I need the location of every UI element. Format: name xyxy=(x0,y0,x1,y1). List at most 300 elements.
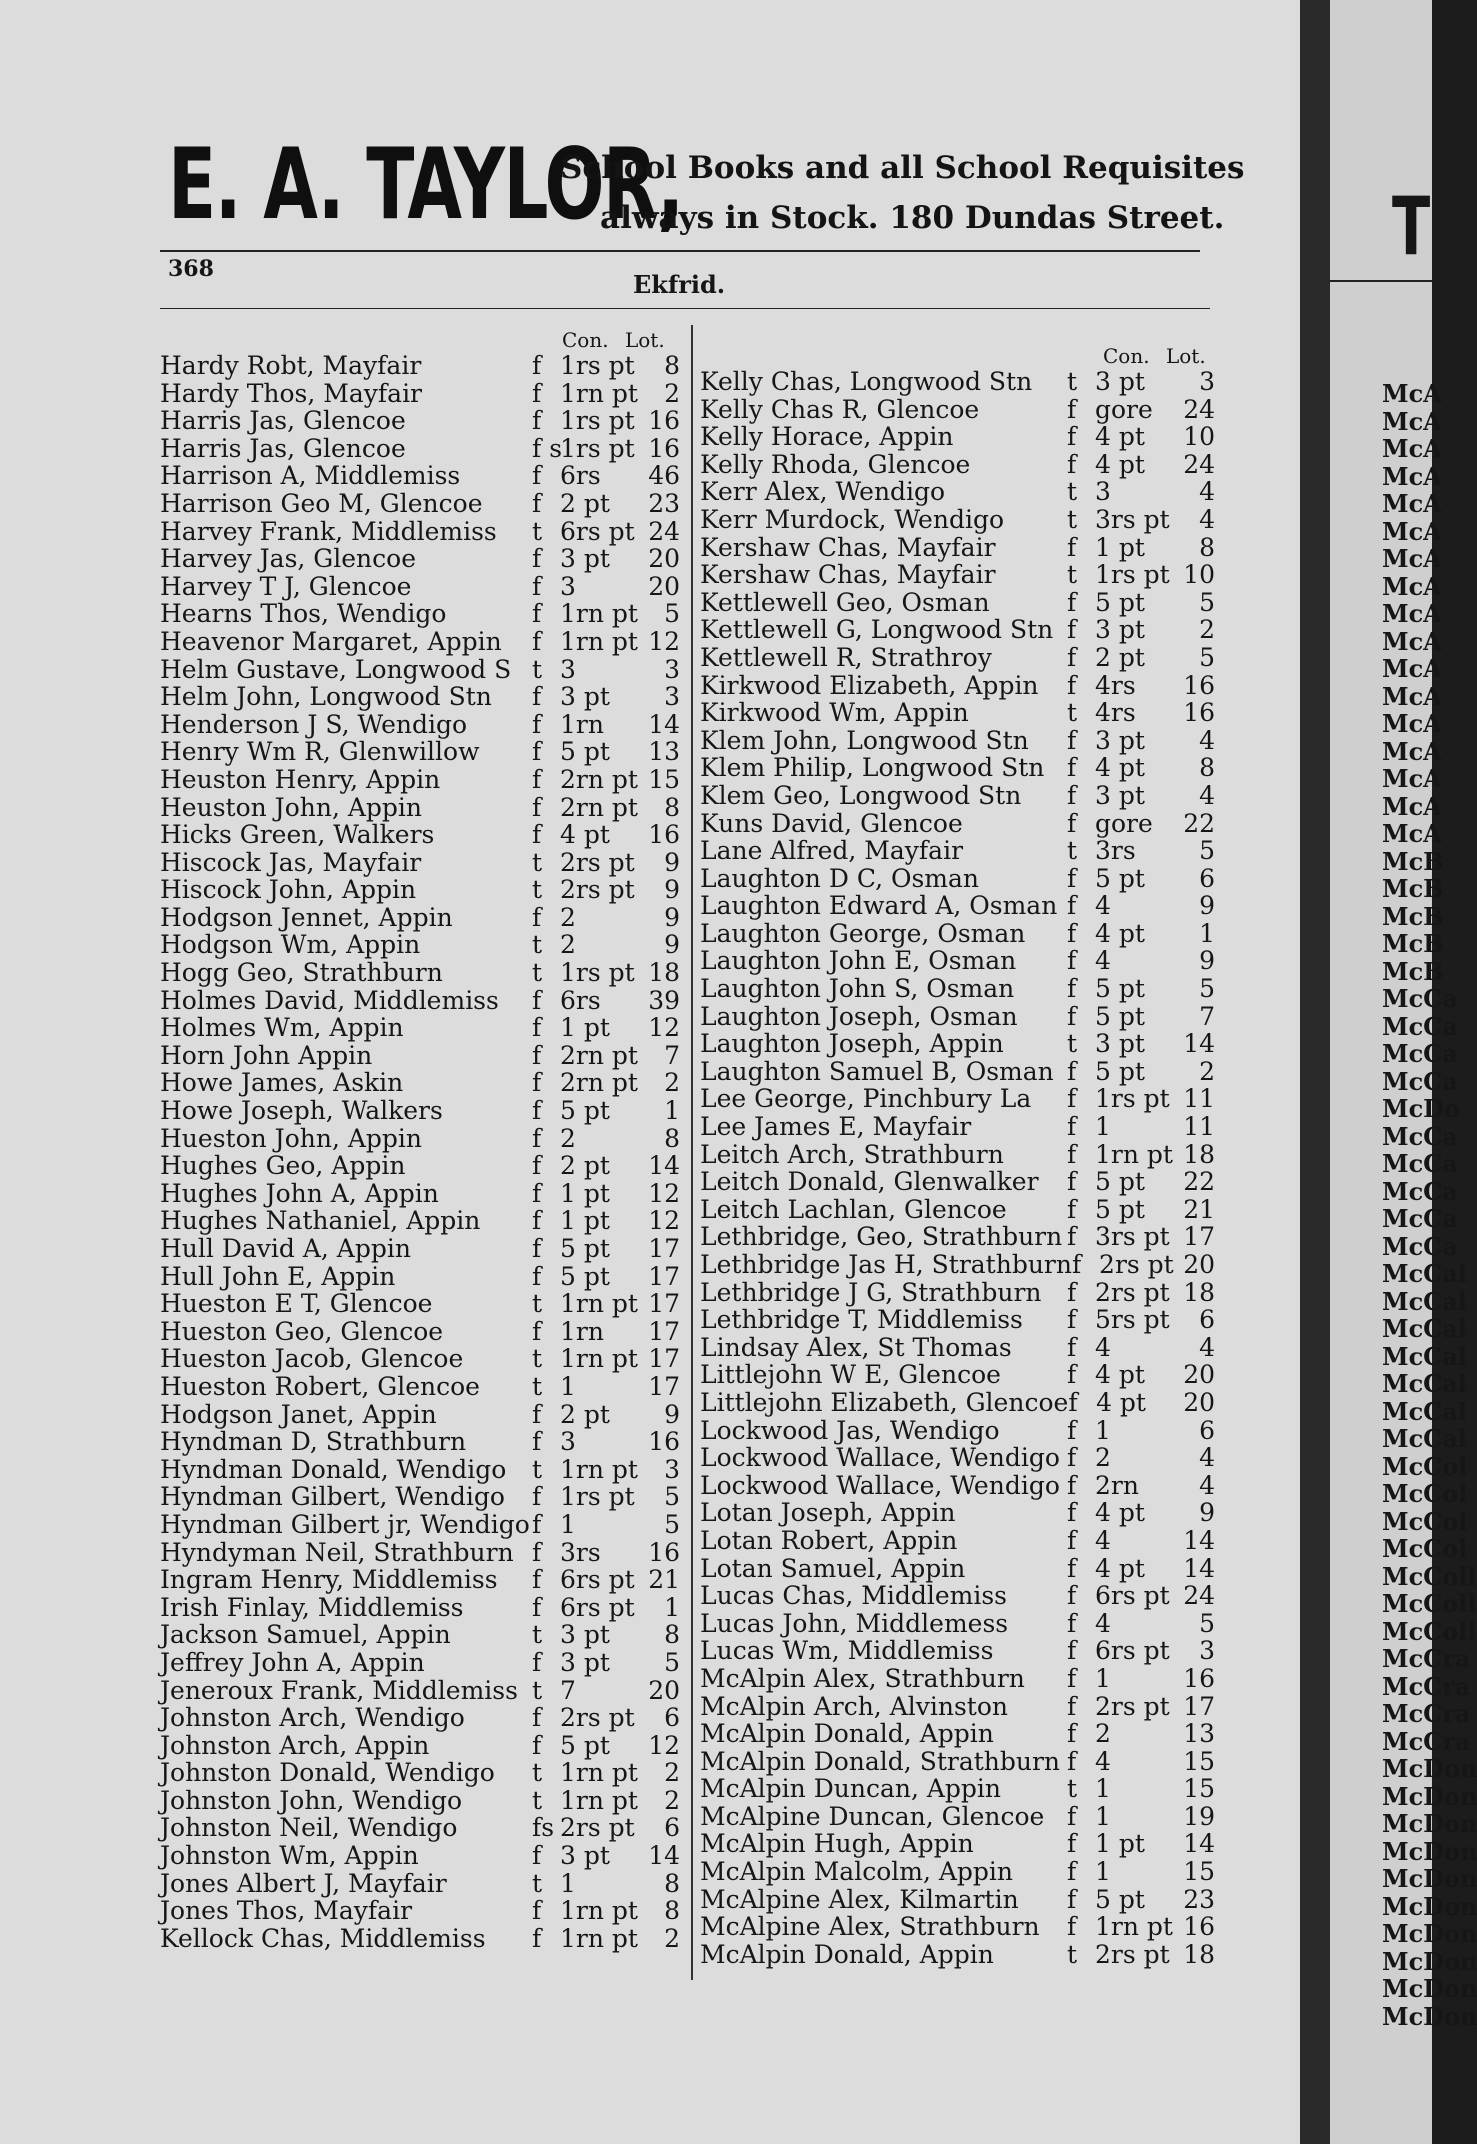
entry-name: Kerr Alex, Wendigo xyxy=(700,477,946,507)
entry-tenure: t xyxy=(1067,477,1078,507)
entry-tenure: f xyxy=(1067,587,1077,617)
right-column-headers xyxy=(1103,344,1206,368)
directory-entry xyxy=(160,766,680,794)
entry-tenure: f xyxy=(1067,1884,1077,1914)
facing-page-entries xyxy=(1382,380,1477,2030)
entry-tenure: f xyxy=(532,406,542,436)
entry-name: Hodgson Jennet, Appin xyxy=(160,902,453,932)
directory-entry xyxy=(700,616,1215,644)
directory-entry xyxy=(700,947,1215,975)
entry-tenure: f xyxy=(532,1178,542,1208)
entry-lot: 12 xyxy=(648,626,680,656)
entry-concession: 1rn pt xyxy=(560,1785,638,1815)
directory-entry xyxy=(160,435,680,463)
entry-tenure: t xyxy=(532,1289,543,1319)
directory-entry xyxy=(160,462,680,490)
directory-entry xyxy=(160,1152,680,1180)
directory-entry xyxy=(700,892,1215,920)
entry-concession: 3rs xyxy=(560,1537,601,1567)
directory-entry xyxy=(700,1555,1215,1583)
directory-entry xyxy=(160,1097,680,1125)
entry-concession: 1 xyxy=(1095,1801,1111,1831)
entry-name: Lotan Joseph, Appin xyxy=(700,1498,956,1528)
entry-lot: 15 xyxy=(1183,1746,1215,1776)
entry-concession: 3 xyxy=(1095,477,1111,507)
entry-tenure: f xyxy=(1067,1553,1077,1583)
entry-tenure: f xyxy=(532,792,542,822)
entry-name: Holmes Wm, Appin xyxy=(160,1013,404,1043)
directory-entry xyxy=(700,810,1215,838)
entry-concession: 4 pt xyxy=(1095,753,1145,783)
facing-entry-fragment: McCa xyxy=(1382,1149,1458,1178)
entry-concession: 2rn pt xyxy=(560,792,638,822)
facing-entry-fragment: McA xyxy=(1382,434,1442,463)
entry-tenure: t xyxy=(532,1454,543,1484)
entry-lot: 8 xyxy=(664,1896,680,1926)
right-column-entries xyxy=(700,368,1215,1968)
entry-lot: 2 xyxy=(1199,1056,1215,1086)
entry-lot: 20 xyxy=(648,544,680,574)
entry-name: Leitch Donald, Glenwalker xyxy=(700,1167,1039,1197)
entry-lot: 24 xyxy=(648,516,680,546)
entry-lot: 16 xyxy=(648,433,680,463)
entry-lot: 17 xyxy=(1183,1691,1215,1721)
directory-entry xyxy=(700,782,1215,810)
entry-tenure: f xyxy=(532,1703,542,1733)
directory-entry xyxy=(700,534,1215,562)
entry-tenure: t xyxy=(532,1344,543,1374)
entry-lot: 3 xyxy=(1199,367,1215,396)
directory-entry xyxy=(160,1014,680,1042)
entry-lot: 10 xyxy=(1183,560,1215,590)
entry-concession: 2rn pt xyxy=(560,1068,638,1098)
entry-name: Heavenor Margaret, Appin xyxy=(160,626,502,656)
facing-entry-fragment: McCal xyxy=(1382,1314,1467,1343)
entry-tenure: t xyxy=(532,958,543,988)
column-divider xyxy=(691,325,693,1980)
entry-lot: 11 xyxy=(1183,1084,1215,1114)
facing-entry-fragment: McA xyxy=(1382,406,1442,436)
directory-entry xyxy=(700,699,1215,727)
entry-name: Hogg Geo, Strathburn xyxy=(160,958,443,988)
entry-name: Horn John Appin xyxy=(160,1040,373,1070)
facing-entry-fragment: McDon xyxy=(1382,1946,1477,1976)
entry-tenure: fs xyxy=(532,1813,555,1843)
entry-name: Lotan Samuel, Appin xyxy=(700,1553,966,1583)
entry-concession: 1 pt xyxy=(560,1178,610,1208)
entry-name: Howe James, Askin xyxy=(160,1068,404,1098)
entry-lot: 4 xyxy=(1199,477,1215,507)
directory-entry xyxy=(160,1456,680,1484)
entry-tenure: f xyxy=(1067,1663,1077,1693)
entry-tenure: f xyxy=(532,1427,542,1457)
entry-lot: 2 xyxy=(664,1923,680,1953)
entry-lot: 13 xyxy=(648,737,680,767)
directory-entry xyxy=(700,1085,1215,1113)
entry-concession: 2rs pt xyxy=(1099,1250,1174,1279)
entry-tenure: f xyxy=(1067,642,1077,672)
entry-name: Leitch Lachlan, Glencoe xyxy=(700,1194,1007,1224)
entry-name: Hueston E T, Glencoe xyxy=(160,1289,433,1319)
entry-lot: 9 xyxy=(1199,1498,1215,1528)
entry-concession: 4 pt xyxy=(1095,918,1145,948)
directory-entry xyxy=(160,1787,680,1815)
entry-lot: 16 xyxy=(648,820,680,850)
entry-concession: 4 xyxy=(1095,1332,1111,1362)
entry-concession: 3 xyxy=(560,654,576,684)
directory-entry xyxy=(160,1621,680,1649)
entry-lot: 17 xyxy=(648,1316,680,1346)
directory-entry xyxy=(160,573,680,601)
entry-name: Johnston Wm, Appin xyxy=(160,1841,419,1871)
entry-lot: 12 xyxy=(648,1013,680,1043)
entry-name: Kettlewell G, Longwood Stn xyxy=(700,615,1054,645)
entry-concession: 3 pt xyxy=(560,1620,610,1650)
entry-name: Hueston Geo, Glencoe xyxy=(160,1316,444,1346)
entry-tenure: f xyxy=(1067,532,1077,562)
entry-name: Lee George, Pinchbury La xyxy=(700,1084,1032,1114)
facing-entry-fragment: McCal xyxy=(1382,1424,1467,1453)
entry-concession: 2rs pt xyxy=(1095,1939,1170,1969)
entry-tenure: f xyxy=(532,737,542,767)
entry-lot: 2 xyxy=(664,1785,680,1815)
directory-entry xyxy=(700,865,1215,893)
entry-concession: gore xyxy=(1095,394,1153,424)
entry-name: Heuston Henry, Appin xyxy=(160,764,441,794)
entry-tenure: f xyxy=(1067,1912,1077,1942)
entry-lot: 7 xyxy=(1199,1001,1215,1031)
directory-entry xyxy=(700,1168,1215,1196)
entry-tenure: f xyxy=(532,351,542,380)
entry-name: Harris Jas, Glencoe xyxy=(160,433,406,463)
entry-concession: 4rs xyxy=(1095,698,1136,728)
directory-entry xyxy=(700,1444,1215,1472)
directory-entry xyxy=(700,1913,1215,1941)
entry-concession: 4 pt xyxy=(1095,1360,1145,1390)
entry-concession: 1rn pt xyxy=(560,599,638,629)
entry-lot: 22 xyxy=(1183,1167,1215,1197)
entry-tenure: f xyxy=(1067,891,1077,921)
entry-lot: 14 xyxy=(1183,1029,1215,1059)
entry-lot: 16 xyxy=(648,1427,680,1457)
entry-tenure: f xyxy=(1067,1222,1077,1252)
entry-concession: 3rs xyxy=(1095,836,1136,866)
directory-entry xyxy=(160,1842,680,1870)
directory-entry xyxy=(160,1042,680,1070)
entry-lot: 18 xyxy=(1183,1139,1215,1169)
directory-entry xyxy=(160,1594,680,1622)
entry-tenure: f xyxy=(532,1730,542,1760)
entry-tenure: f s xyxy=(532,433,563,463)
left-column-headers xyxy=(562,328,665,352)
entry-concession: 6rs xyxy=(560,461,601,491)
entry-lot: 15 xyxy=(1183,1774,1215,1804)
entry-name: Kelly Chas R, Glencoe xyxy=(700,394,980,424)
entry-lot: 8 xyxy=(1199,532,1215,562)
entry-name: Klem Philip, Longwood Stn xyxy=(700,753,1045,783)
directory-entry xyxy=(700,1830,1215,1858)
entry-name: Kirkwood Wm, Appin xyxy=(700,698,969,728)
entry-concession: 1rs pt xyxy=(560,406,635,436)
facing-entry-fragment: McDon xyxy=(1382,2001,1477,2031)
entry-lot: 4 xyxy=(1199,725,1215,755)
entry-lot: 5 xyxy=(1199,836,1215,866)
entry-tenure: t xyxy=(1067,1774,1078,1804)
entry-name: Howe Joseph, Walkers xyxy=(160,1096,443,1126)
entry-concession: 7 xyxy=(560,1675,576,1705)
entry-lot: 16 xyxy=(648,406,680,436)
entry-concession: 4 pt xyxy=(1095,1498,1145,1528)
entry-name: Lee James E, Mayfair xyxy=(700,1112,972,1142)
entry-name: McAlpin Alex, Strathburn xyxy=(700,1663,1025,1693)
entry-name: Lockwood Wallace, Wendigo xyxy=(700,1470,1060,1500)
entry-lot: 17 xyxy=(648,1261,680,1291)
entry-tenure: f xyxy=(1067,1829,1077,1859)
entry-tenure: f xyxy=(532,764,542,794)
entry-tenure: f xyxy=(532,1040,542,1070)
entry-tenure: f xyxy=(1067,449,1077,479)
entry-lot: 9 xyxy=(664,930,680,960)
entry-concession: 1rs pt xyxy=(560,351,635,380)
entry-tenure: f xyxy=(532,709,542,739)
entry-tenure: f xyxy=(1067,1470,1077,1500)
entry-concession: 1rn pt xyxy=(560,1923,638,1953)
entry-name: Harvey Jas, Glencoe xyxy=(160,544,417,574)
entry-lot: 16 xyxy=(1183,670,1215,700)
entry-concession: 1rn xyxy=(560,709,604,739)
entry-concession: 4 xyxy=(1095,946,1111,976)
entry-concession: 1rs pt xyxy=(560,1482,635,1512)
entry-lot: 2 xyxy=(664,1758,680,1788)
entry-lot: 2 xyxy=(664,378,680,408)
entry-lot: 6 xyxy=(1199,1305,1215,1335)
entry-name: Johnston Neil, Wendigo xyxy=(160,1813,458,1843)
facing-entry-fragment: McCal xyxy=(1382,1369,1467,1398)
entry-concession: 1rs pt xyxy=(1095,1084,1170,1114)
entry-lot: 9 xyxy=(1199,946,1215,976)
directory-entry xyxy=(160,1870,680,1898)
entry-concession: 1 xyxy=(1095,1112,1111,1142)
directory-entry xyxy=(700,1279,1215,1307)
entry-concession: 4 xyxy=(1095,1746,1111,1776)
entry-concession: 2rs pt xyxy=(1095,1691,1170,1721)
entry-tenure: t xyxy=(532,1785,543,1815)
entry-concession: 1rn pt xyxy=(560,1454,638,1484)
directory-entry xyxy=(160,1539,680,1567)
entry-concession: 1rn pt xyxy=(560,626,638,656)
entry-lot: 3 xyxy=(1199,1636,1215,1666)
entry-concession: 5 pt xyxy=(560,1261,610,1291)
entry-lot: 6 xyxy=(664,1703,680,1733)
entry-concession: 1 pt xyxy=(560,1013,610,1043)
entry-name: Lucas Wm, Middlemiss xyxy=(700,1636,994,1666)
entry-name: Laughton Joseph, Osman xyxy=(700,1001,1018,1031)
directory-entry xyxy=(160,849,680,877)
entry-name: Kuns David, Glencoe xyxy=(700,808,963,838)
entry-lot: 9 xyxy=(664,847,680,877)
directory-entry xyxy=(700,1665,1215,1693)
entry-concession: 3 pt xyxy=(560,682,610,712)
entry-concession: 1rn pt xyxy=(560,378,638,408)
directory-entry xyxy=(160,1318,680,1346)
directory-entry xyxy=(160,656,680,684)
entry-tenure: f xyxy=(1067,1608,1077,1638)
entry-lot: 9 xyxy=(664,875,680,905)
advertiser-name: E. A. TAYLOR, xyxy=(168,128,683,242)
entry-tenure: f xyxy=(532,1261,542,1291)
entry-tenure: f xyxy=(532,1399,542,1429)
entry-concession: 1rn pt xyxy=(1095,1912,1173,1942)
directory-entry xyxy=(160,1069,680,1097)
directory-entry xyxy=(700,1693,1215,1721)
entry-name: Hughes John A, Appin xyxy=(160,1178,439,1208)
entry-tenure: f xyxy=(532,902,542,932)
entry-concession: 4 xyxy=(1095,891,1111,921)
entry-concession: 3 pt xyxy=(560,1841,610,1871)
entry-name: Hicks Green, Walkers xyxy=(160,820,435,850)
directory-entry xyxy=(160,1235,680,1263)
directory-entry xyxy=(700,1417,1215,1445)
directory-entry xyxy=(700,920,1215,948)
entry-concession: 3 pt xyxy=(560,544,610,574)
entry-concession: 1 xyxy=(1095,1663,1111,1693)
entry-lot: 15 xyxy=(1183,1857,1215,1887)
entry-name: McAlpin Donald, Strathburn xyxy=(700,1746,1061,1776)
facing-entry-fragment: McColl xyxy=(1382,1589,1477,1618)
directory-entry xyxy=(700,368,1215,396)
entry-lot: 19 xyxy=(1183,1801,1215,1831)
entry-tenure: t xyxy=(1067,560,1078,590)
entry-concession: 4 pt xyxy=(1095,1553,1145,1583)
facing-entry-fragment: McCa xyxy=(1382,1039,1458,1068)
entry-lot: 3 xyxy=(664,654,680,684)
entry-tenure: f xyxy=(532,1151,542,1181)
entry-name: Laughton George, Osman xyxy=(700,918,1026,948)
directory-entry xyxy=(700,1196,1215,1224)
entry-concession: 4 xyxy=(1095,1525,1111,1555)
directory-entry xyxy=(160,1483,680,1511)
entry-concession: 2rs pt xyxy=(560,1813,635,1843)
entry-concession: 2rn pt xyxy=(560,1040,638,1070)
entry-name: Ingram Henry, Middlemiss xyxy=(160,1565,498,1595)
entry-lot: 24 xyxy=(1183,449,1215,479)
directory-entry xyxy=(160,1401,680,1429)
entry-lot: 1 xyxy=(664,1592,680,1622)
entry-concession: 2rs pt xyxy=(560,847,635,877)
entry-name: Lotan Robert, Appin xyxy=(700,1525,958,1555)
entry-tenure: f xyxy=(1067,1084,1077,1114)
entry-name: Lane Alfred, Mayfair xyxy=(700,836,964,866)
entry-tenure: f xyxy=(532,820,542,850)
entry-concession: 4 pt xyxy=(1096,1387,1146,1417)
directory-entry xyxy=(160,876,680,904)
entry-concession: 2 pt xyxy=(560,1399,610,1429)
entry-concession: 1 pt xyxy=(1095,532,1145,562)
entry-concession: gore xyxy=(1095,808,1153,838)
directory-entry xyxy=(160,352,680,380)
entry-concession: 3 pt xyxy=(1095,367,1145,396)
directory-entry xyxy=(160,738,680,766)
entry-concession: 2rn pt xyxy=(560,764,638,794)
facing-entry-fragment: McCa xyxy=(1382,1231,1458,1261)
directory-entry xyxy=(700,561,1215,589)
entry-tenure: f xyxy=(1067,394,1077,424)
entry-name: Jackson Samuel, Appin xyxy=(160,1620,451,1650)
entry-concession: 2 xyxy=(1095,1443,1111,1473)
entry-name: Lethbridge J G, Strathburn xyxy=(700,1277,1042,1307)
entry-tenure: f xyxy=(532,1592,542,1622)
con-header: Con. xyxy=(1103,344,1150,368)
facing-entry-fragment: McA xyxy=(1382,461,1442,491)
entry-tenure: f xyxy=(532,682,542,712)
entry-lot: 2 xyxy=(1199,615,1215,645)
directory-entry xyxy=(700,1803,1215,1831)
facing-entry-fragment: McA xyxy=(1382,626,1442,656)
entry-tenure: f xyxy=(532,571,542,601)
entry-name: Laughton Samuel B, Osman xyxy=(700,1056,1054,1086)
entry-name: Jones Albert J, Mayfair xyxy=(160,1868,447,1898)
entry-lot: 5 xyxy=(1199,587,1215,617)
entry-concession: 1 xyxy=(560,1371,576,1401)
entry-lot: 22 xyxy=(1183,808,1215,838)
directory-entry xyxy=(160,628,680,656)
directory-entry xyxy=(700,1141,1215,1169)
entry-lot: 1 xyxy=(1199,918,1215,948)
entry-concession: 1rn pt xyxy=(560,1289,638,1319)
entry-tenure: f xyxy=(1067,974,1077,1004)
entry-tenure: t xyxy=(532,1620,543,1650)
entry-name: Lucas John, Middlemess xyxy=(700,1608,1009,1638)
facing-entry-fragment: McA xyxy=(1382,379,1442,408)
entry-tenure: t xyxy=(532,1371,543,1401)
entry-concession: 1rs pt xyxy=(560,958,635,988)
facing-entry-fragment: McDon xyxy=(1382,1864,1477,1893)
entry-concession: 5 pt xyxy=(1095,974,1145,1004)
entry-concession: 6rs pt xyxy=(560,1565,635,1595)
entry-tenure: f xyxy=(532,985,542,1015)
entry-concession: 2rs pt xyxy=(560,1703,635,1733)
entry-tenure: f xyxy=(532,544,542,574)
entry-name: Lockwood Jas, Wendigo xyxy=(700,1415,1000,1445)
entry-name: Hughes Geo, Appin xyxy=(160,1151,406,1181)
entry-name: Hearns Thos, Wendigo xyxy=(160,599,447,629)
entry-tenure: f xyxy=(532,1537,542,1567)
facing-entry-fragment: McColl xyxy=(1382,1616,1477,1646)
entry-tenure: f xyxy=(532,1013,542,1043)
facing-entry-fragment: McDon xyxy=(1382,1836,1477,1866)
entry-concession: 5 pt xyxy=(1095,1056,1145,1086)
advertisement-line-1: School Books and all School Requisites xyxy=(560,150,1245,186)
facing-entry-fragment: McCa xyxy=(1382,1011,1458,1041)
entry-tenure: f xyxy=(532,1316,542,1346)
entry-lot: 8 xyxy=(664,1868,680,1898)
entry-lot: 46 xyxy=(648,461,680,491)
entry-tenure: t xyxy=(532,1868,543,1898)
entry-name: Lindsay Alex, St Thomas xyxy=(700,1332,1012,1362)
entry-concession: 1 xyxy=(1095,1415,1111,1445)
entry-name: McAlpine Alex, Kilmartin xyxy=(700,1884,1019,1914)
entry-name: Lethbridge T, Middlemiss xyxy=(700,1305,1023,1335)
entry-tenure: f xyxy=(532,1234,542,1263)
entry-name: McAlpine Alex, Strathburn xyxy=(700,1912,1040,1942)
entry-lot: 20 xyxy=(648,1675,680,1705)
section-rule xyxy=(160,308,1210,309)
directory-entry xyxy=(700,1306,1215,1334)
directory-entry xyxy=(160,545,680,573)
entry-lot: 5 xyxy=(664,1509,680,1539)
entry-lot: 18 xyxy=(1183,1939,1215,1969)
entry-lot: 11 xyxy=(1183,1112,1215,1142)
